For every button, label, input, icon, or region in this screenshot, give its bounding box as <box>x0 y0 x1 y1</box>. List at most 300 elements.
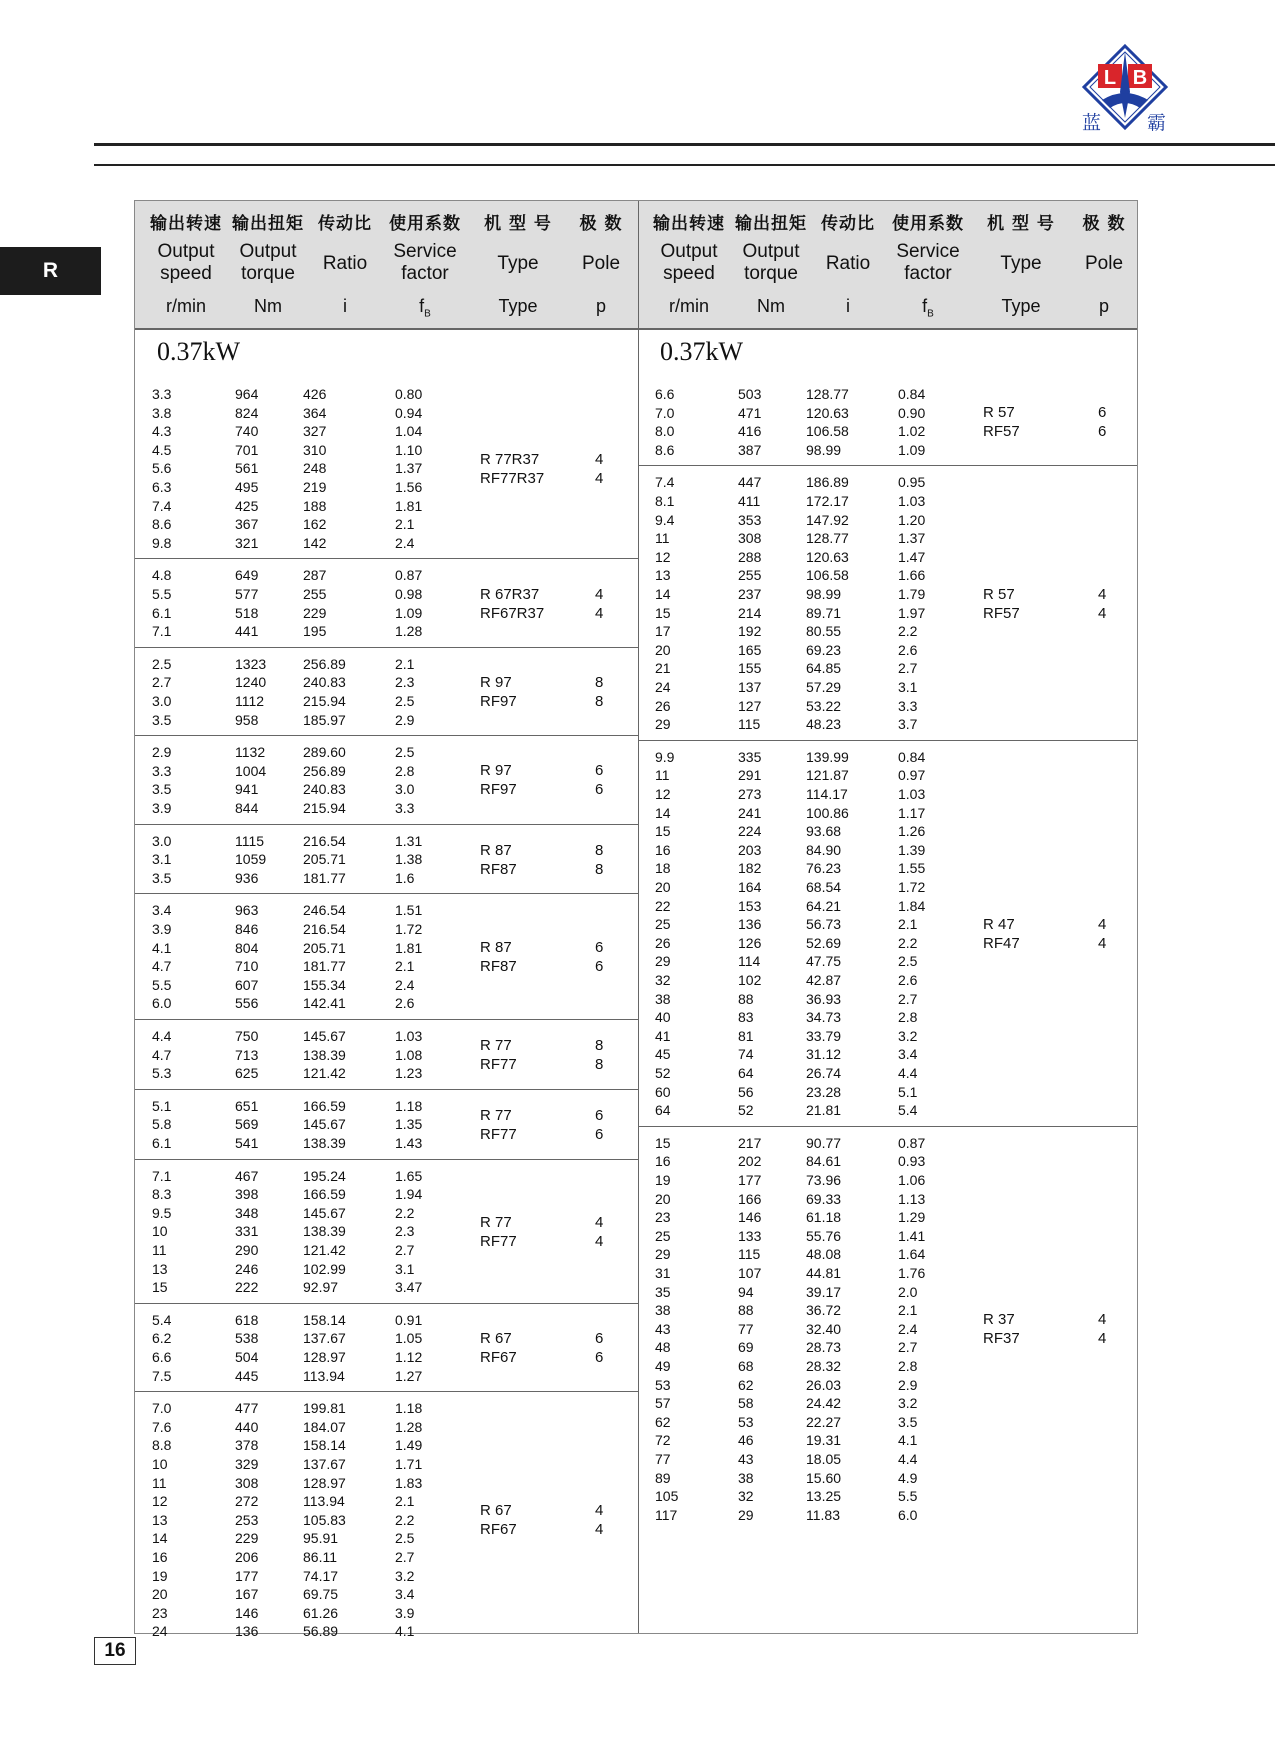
table-cell: 24 <box>152 1623 168 1640</box>
table-cell: 625 <box>235 1065 259 1082</box>
table-cell: 1.04 <box>395 423 423 440</box>
header-unit-text: p <box>1098 296 1109 316</box>
table-cell: 20 <box>152 1586 168 1603</box>
table-cell: 1.18 <box>395 1097 423 1114</box>
header-unit-text: r/min <box>166 296 206 316</box>
table-cell: 74.17 <box>303 1567 339 1584</box>
table-cell: 31 <box>655 1265 671 1281</box>
table-cell: 964 <box>235 386 259 402</box>
pole-count: 6 <box>595 1349 604 1366</box>
table-cell: 205.71 <box>303 939 346 956</box>
table-cell: 136 <box>235 1623 259 1640</box>
pole-count: 4 <box>595 585 604 603</box>
table-cell: 56 <box>738 1083 754 1100</box>
table-cell: 203 <box>738 841 762 858</box>
table-cell: 651 <box>235 1097 259 1114</box>
table-cell: 137.67 <box>303 1330 346 1347</box>
table-cell: 1.66 <box>898 567 926 584</box>
header-en-label: Service <box>393 241 457 262</box>
table-cell: 11 <box>655 530 670 547</box>
header-en-label: Ratio <box>825 253 871 274</box>
table-cell: 33.79 <box>806 1027 842 1044</box>
section-tab: R <box>0 247 101 295</box>
table-cell: 4.7 <box>152 958 172 975</box>
table-cell: 248 <box>303 460 327 477</box>
table-cell: 425 <box>235 497 259 514</box>
table-cell: 61.18 <box>806 1209 842 1226</box>
table-cell: 64.85 <box>806 660 842 677</box>
table-cell: 114.17 <box>806 786 848 802</box>
table-cell: 1323 <box>235 655 267 672</box>
table-cell: 126 <box>738 934 762 951</box>
table-cell: 1.23 <box>395 1065 423 1082</box>
table-cell: 26.74 <box>806 1065 842 1081</box>
table-cell: 0.93 <box>898 1153 926 1170</box>
table-cell: 121.42 <box>303 1242 346 1258</box>
header-en-label: torque <box>744 263 798 284</box>
table-cell: 1.76 <box>898 1265 926 1281</box>
table-cell: 12 <box>655 786 671 802</box>
pole-count: 6 <box>595 958 604 976</box>
page-number: 16 <box>94 1637 136 1665</box>
group-divider <box>638 465 1137 466</box>
table-cell: 8.3 <box>152 1186 172 1203</box>
table-cell: 69.23 <box>806 641 842 658</box>
table-cell: 2.6 <box>898 641 918 658</box>
table-cell: 40 <box>655 1009 671 1026</box>
table-cell: 138.39 <box>303 1046 346 1063</box>
header-zh-label: 机 型 号 <box>484 214 552 234</box>
table-cell: 137 <box>738 679 762 695</box>
table-cell: 1.81 <box>395 497 423 514</box>
table-cell: 740 <box>235 423 259 440</box>
table-cell: 22 <box>655 897 671 914</box>
table-cell: 86.11 <box>303 1549 337 1565</box>
table-cell: 133 <box>738 1227 762 1244</box>
column-divider <box>638 201 639 1633</box>
table-cell: 1.64 <box>898 1246 926 1263</box>
table-cell: 165 <box>738 641 762 658</box>
table-cell: 1059 <box>235 851 267 868</box>
table-cell: 32.40 <box>806 1320 842 1337</box>
header-en-label: speed <box>160 263 212 284</box>
table-cell: 181.77 <box>303 869 346 886</box>
table-cell: 49 <box>655 1358 671 1374</box>
pole-count: 6 <box>1098 423 1107 441</box>
table-cell: 273 <box>738 786 762 802</box>
table-cell: 1.02 <box>898 423 926 440</box>
table-cell: 12 <box>152 1493 168 1510</box>
table-cell: 1.28 <box>395 623 423 640</box>
pole-count: 8 <box>595 1036 604 1054</box>
table-cell: 164 <box>738 879 762 895</box>
header-unit-text: f <box>419 296 425 316</box>
table-cell: 4.8 <box>152 567 172 584</box>
table-cell: 21.81 <box>806 1102 842 1119</box>
model-type: RF87 <box>480 958 517 976</box>
table-cell: 219 <box>303 479 327 495</box>
table-cell: 2.1 <box>395 958 415 975</box>
table-cell: 35 <box>655 1283 671 1300</box>
table-cell: 121.42 <box>303 1065 346 1082</box>
table-cell: 23.28 <box>806 1083 842 1100</box>
pole-count: 4 <box>595 1213 604 1231</box>
table-cell: 503 <box>738 386 762 402</box>
table-cell: 308 <box>738 530 762 547</box>
table-cell: 5.4 <box>152 1311 172 1328</box>
group-divider <box>135 735 638 736</box>
table-cell: 11 <box>655 767 670 784</box>
table-cell: 84.61 <box>806 1153 842 1170</box>
pole-count: 4 <box>595 604 604 622</box>
table-cell: 155 <box>738 660 762 677</box>
table-cell: 471 <box>738 404 762 421</box>
table-cell: 2.1 <box>395 1493 415 1510</box>
table-cell: 93.68 <box>806 823 842 840</box>
table-cell: 136 <box>738 916 762 933</box>
table-cell: 2.7 <box>395 1242 415 1258</box>
header-unit-subscript: B <box>927 308 934 320</box>
table-cell: 2.5 <box>395 693 415 709</box>
table-cell: 181.77 <box>303 958 346 975</box>
table-cell: 28.32 <box>806 1358 842 1374</box>
group-divider <box>135 1159 638 1160</box>
table-cell: 3.0 <box>152 693 172 709</box>
table-cell: 44.81 <box>806 1265 842 1281</box>
table-cell: 8.6 <box>655 441 675 458</box>
table-cell: 55.76 <box>806 1227 842 1244</box>
power-rating: 0.37kW <box>660 337 744 366</box>
table-cell: 2.4 <box>898 1320 918 1337</box>
table-cell: 15 <box>655 823 671 840</box>
model-type: RF87 <box>480 860 517 878</box>
table-cell: 142 <box>303 534 327 551</box>
table-cell: 440 <box>235 1418 259 1435</box>
table-cell: 0.94 <box>395 404 423 421</box>
table-cell: 14 <box>152 1530 168 1547</box>
table-cell: 14 <box>655 804 671 821</box>
header-unit-label <box>878 295 978 326</box>
pole-count: 4 <box>595 1502 604 1520</box>
model-type: RF67 <box>480 1521 517 1539</box>
header-rule-bottom <box>94 164 1275 166</box>
table-cell: 17 <box>655 623 671 640</box>
table-cell: 1.18 <box>395 1400 423 1417</box>
header-zh-label: 极 数 <box>579 214 623 234</box>
table-cell: 310 <box>303 441 327 458</box>
table-cell: 7.6 <box>152 1418 172 1435</box>
table-cell: 94 <box>738 1283 754 1300</box>
table-cell: 72 <box>655 1432 671 1449</box>
table-cell: 1.27 <box>395 1367 423 1384</box>
table-cell: 13 <box>152 1260 168 1277</box>
table-cell: 3.2 <box>395 1567 415 1584</box>
model-type: R 67R37 <box>480 585 540 603</box>
table-cell: 1.83 <box>395 1474 423 1491</box>
table-cell: 26 <box>655 934 671 951</box>
table-cell: 128.97 <box>303 1349 346 1365</box>
header-unit-text: Type <box>498 296 538 316</box>
header-zh-label: 传动比 <box>318 214 372 234</box>
table-cell: 1.13 <box>898 1190 926 1207</box>
table-cell: 1.51 <box>395 902 423 919</box>
table-cell: 45 <box>655 1046 671 1063</box>
table-cell: 3.1 <box>898 679 918 695</box>
table-cell: 95.91 <box>303 1530 339 1547</box>
table-cell: 16 <box>655 841 671 858</box>
table-cell: 20 <box>655 641 671 658</box>
table-cell: 202 <box>738 1153 762 1170</box>
table-cell: 7.5 <box>152 1367 172 1384</box>
table-cell: 1.26 <box>898 823 926 840</box>
table-cell: 308 <box>235 1474 259 1491</box>
table-cell: 6.2 <box>152 1330 172 1347</box>
table-cell: 6.0 <box>898 1506 918 1523</box>
svg-text:B: B <box>1132 67 1148 89</box>
table-cell: 0.84 <box>898 748 926 765</box>
table-cell: 2.8 <box>898 1009 918 1026</box>
table-cell: 3.1 <box>395 1260 415 1277</box>
table-cell: 1.03 <box>898 493 926 509</box>
table-cell: 19 <box>152 1567 168 1584</box>
model-type: R 77 <box>480 1036 512 1054</box>
table-cell: 172.17 <box>806 493 849 509</box>
table-cell: 62 <box>655 1413 671 1430</box>
header-zh-label: 输出扭矩 <box>735 214 807 234</box>
table-cell: 32 <box>738 1488 754 1505</box>
table-cell: 936 <box>235 869 259 886</box>
table-cell: 4.4 <box>898 1451 918 1467</box>
table-cell: 206 <box>235 1549 259 1565</box>
table-cell: 378 <box>235 1437 259 1454</box>
header-en-label: factor <box>904 263 952 284</box>
header-unit-label <box>551 295 651 317</box>
pole-count: 4 <box>1098 585 1107 603</box>
table-cell: 61.26 <box>303 1604 339 1621</box>
table-cell: 3.3 <box>152 762 172 779</box>
table-cell: 2.9 <box>395 711 415 728</box>
table-cell: 127 <box>738 697 762 714</box>
table-cell: 13.25 <box>806 1488 842 1505</box>
table-cell: 4.7 <box>152 1046 172 1063</box>
table-cell: 253 <box>235 1511 259 1528</box>
table-cell: 1.49 <box>395 1437 423 1454</box>
table-cell: 188 <box>303 497 327 514</box>
model-type: R 77 <box>480 1106 512 1124</box>
table-cell: 22.27 <box>806 1413 842 1430</box>
table-cell: 3.47 <box>395 1279 423 1296</box>
pole-count: 4 <box>595 1521 604 1539</box>
group-divider <box>135 558 638 559</box>
pole-count: 6 <box>595 939 604 957</box>
table-cell: 3.8 <box>152 404 172 421</box>
table-cell: 1.10 <box>395 441 423 458</box>
table-cell: 102.99 <box>303 1260 346 1277</box>
table-cell: 186.89 <box>806 474 849 491</box>
header-rule-top <box>94 143 1275 146</box>
table-cell: 3.9 <box>395 1604 415 1621</box>
table-cell: 1.37 <box>395 460 423 477</box>
table-cell: 26.03 <box>806 1376 842 1393</box>
table-cell: 1.38 <box>395 851 423 868</box>
table-cell: 364 <box>303 404 327 421</box>
table-cell: 2.3 <box>395 1223 415 1240</box>
pole-count: 4 <box>1098 915 1107 933</box>
table-cell: 12 <box>655 548 671 565</box>
table-cell: 166.59 <box>303 1097 346 1114</box>
table-cell: 98.99 <box>806 586 842 602</box>
table-cell: 69.33 <box>806 1190 842 1207</box>
table-cell: 56.73 <box>806 916 842 933</box>
table-cell: 10 <box>152 1456 168 1472</box>
table-cell: 68 <box>738 1358 754 1374</box>
table-cell: 147.92 <box>806 511 849 528</box>
table-cell: 1.84 <box>898 897 926 914</box>
table-cell: 3.0 <box>152 832 172 849</box>
table-cell: 5.6 <box>152 460 172 477</box>
model-type: RF57 <box>983 423 1020 441</box>
pole-count: 8 <box>595 841 604 859</box>
table-cell: 29 <box>655 1246 671 1263</box>
table-cell: 2.2 <box>395 1511 415 1528</box>
table-cell: 41 <box>655 1027 671 1044</box>
table-cell: 120.63 <box>806 548 849 565</box>
table-cell: 19.31 <box>806 1432 842 1449</box>
model-type: RF37 <box>983 1330 1020 1348</box>
table-cell: 1.55 <box>898 860 926 877</box>
table-cell: 229 <box>235 1530 259 1547</box>
table-cell: 416 <box>738 423 762 440</box>
table-cell: 89 <box>655 1469 671 1486</box>
table-cell: 6.6 <box>655 386 675 402</box>
header-en-label: factor <box>401 263 449 284</box>
table-cell: 52 <box>738 1102 754 1119</box>
header-en-label: Output <box>742 241 800 262</box>
table-cell: 216.54 <box>303 832 346 849</box>
table-cell: 7.4 <box>655 474 675 491</box>
table-cell: 43 <box>738 1451 754 1467</box>
model-type: RF47 <box>983 934 1020 952</box>
table-cell: 4.1 <box>898 1432 918 1449</box>
table-cell: 398 <box>235 1186 259 1203</box>
table-cell: 166.59 <box>303 1186 346 1203</box>
logo-cn-char-1: 蓝 <box>1082 112 1102 134</box>
table-cell: 2.1 <box>898 916 918 933</box>
table-cell: 24.42 <box>806 1395 842 1412</box>
table-cell: 713 <box>235 1046 259 1063</box>
table-cell: 38 <box>655 1302 671 1319</box>
table-cell: 215.94 <box>303 693 346 709</box>
table-cell: 5.8 <box>152 1116 172 1133</box>
table-cell: 1132 <box>235 744 266 761</box>
table-cell: 92.97 <box>303 1279 339 1296</box>
table-cell: 1.37 <box>898 530 926 547</box>
logo-cn-char-2: 霸 <box>1147 112 1167 134</box>
table-cell: 74 <box>738 1046 754 1063</box>
group-divider <box>135 1391 638 1392</box>
table-cell: 2.4 <box>395 534 415 551</box>
header-en-label: Pole <box>581 253 621 274</box>
header-en-label: Output <box>660 241 718 262</box>
table-cell: 84.90 <box>806 841 842 858</box>
table-cell: 256.89 <box>303 655 346 672</box>
table-cell: 11 <box>152 1474 167 1491</box>
table-cell: 272 <box>235 1493 259 1510</box>
table-cell: 2.5 <box>395 744 415 761</box>
table-cell: 3.4 <box>152 902 172 919</box>
table-cell: 162 <box>303 516 327 533</box>
table-cell: 240.83 <box>303 674 346 691</box>
header-unit-text: Nm <box>757 296 785 316</box>
table-cell: 1.08 <box>395 1046 423 1063</box>
table-cell: 1.41 <box>898 1227 926 1244</box>
header-en-label: Service <box>896 241 960 262</box>
table-cell: 192 <box>738 623 762 640</box>
table-cell: 52 <box>655 1065 671 1081</box>
table-cell: 146 <box>738 1209 762 1226</box>
table-cell: 205.71 <box>303 851 346 868</box>
pole-count: 8 <box>595 693 604 710</box>
table-cell: 0.97 <box>898 767 926 784</box>
table-cell: 69.75 <box>303 1586 339 1603</box>
pole-count: 6 <box>595 762 604 780</box>
table-cell: 0.90 <box>898 404 926 421</box>
table-cell: 15 <box>655 1134 671 1151</box>
model-type: R 97 <box>480 762 512 780</box>
table-cell: 2.7 <box>152 674 172 691</box>
table-cell: 569 <box>235 1116 259 1133</box>
table-cell: 142.41 <box>303 995 346 1012</box>
table-cell: 1.28 <box>395 1418 423 1435</box>
table-cell: 804 <box>235 939 259 956</box>
table-cell: 710 <box>235 958 259 975</box>
header-en-label: Output <box>239 241 297 262</box>
table-cell: 7.1 <box>152 1167 172 1184</box>
table-cell: 23 <box>152 1604 168 1621</box>
group-divider <box>135 1019 638 1020</box>
model-type: RF97 <box>480 693 517 710</box>
table-cell: 98.99 <box>806 441 842 458</box>
table-cell: 607 <box>235 976 259 993</box>
table-cell: 11.83 <box>806 1506 840 1523</box>
header-en-label: Type <box>497 253 539 274</box>
table-cell: 6.1 <box>152 604 172 621</box>
group-divider <box>638 740 1137 741</box>
table-cell: 60 <box>655 1083 671 1100</box>
table-cell: 8.1 <box>655 493 675 509</box>
header-zh-label: 极 数 <box>1082 214 1126 234</box>
table-cell: 2.9 <box>898 1376 918 1393</box>
table-cell: 58 <box>738 1395 754 1412</box>
table-cell: 327 <box>303 423 327 440</box>
table-cell: 3.9 <box>152 800 172 816</box>
table-cell: 2.5 <box>898 953 918 970</box>
header-unit-text: r/min <box>669 296 709 316</box>
table-cell: 18.05 <box>806 1451 842 1467</box>
table-cell: 321 <box>235 534 259 551</box>
table-cell: 9.5 <box>152 1204 172 1221</box>
table-cell: 701 <box>235 441 259 458</box>
table-cell: 4.4 <box>152 1028 172 1044</box>
table-cell: 43 <box>655 1320 671 1337</box>
table-cell: 138.39 <box>303 1223 346 1240</box>
table-cell: 941 <box>235 781 259 798</box>
table-cell: 447 <box>738 474 762 491</box>
table-cell: 145.67 <box>303 1028 346 1044</box>
table-cell: 2.5 <box>395 1530 415 1547</box>
header-zh-label: 使用系数 <box>892 214 964 234</box>
table-cell: 11 <box>152 1242 167 1258</box>
